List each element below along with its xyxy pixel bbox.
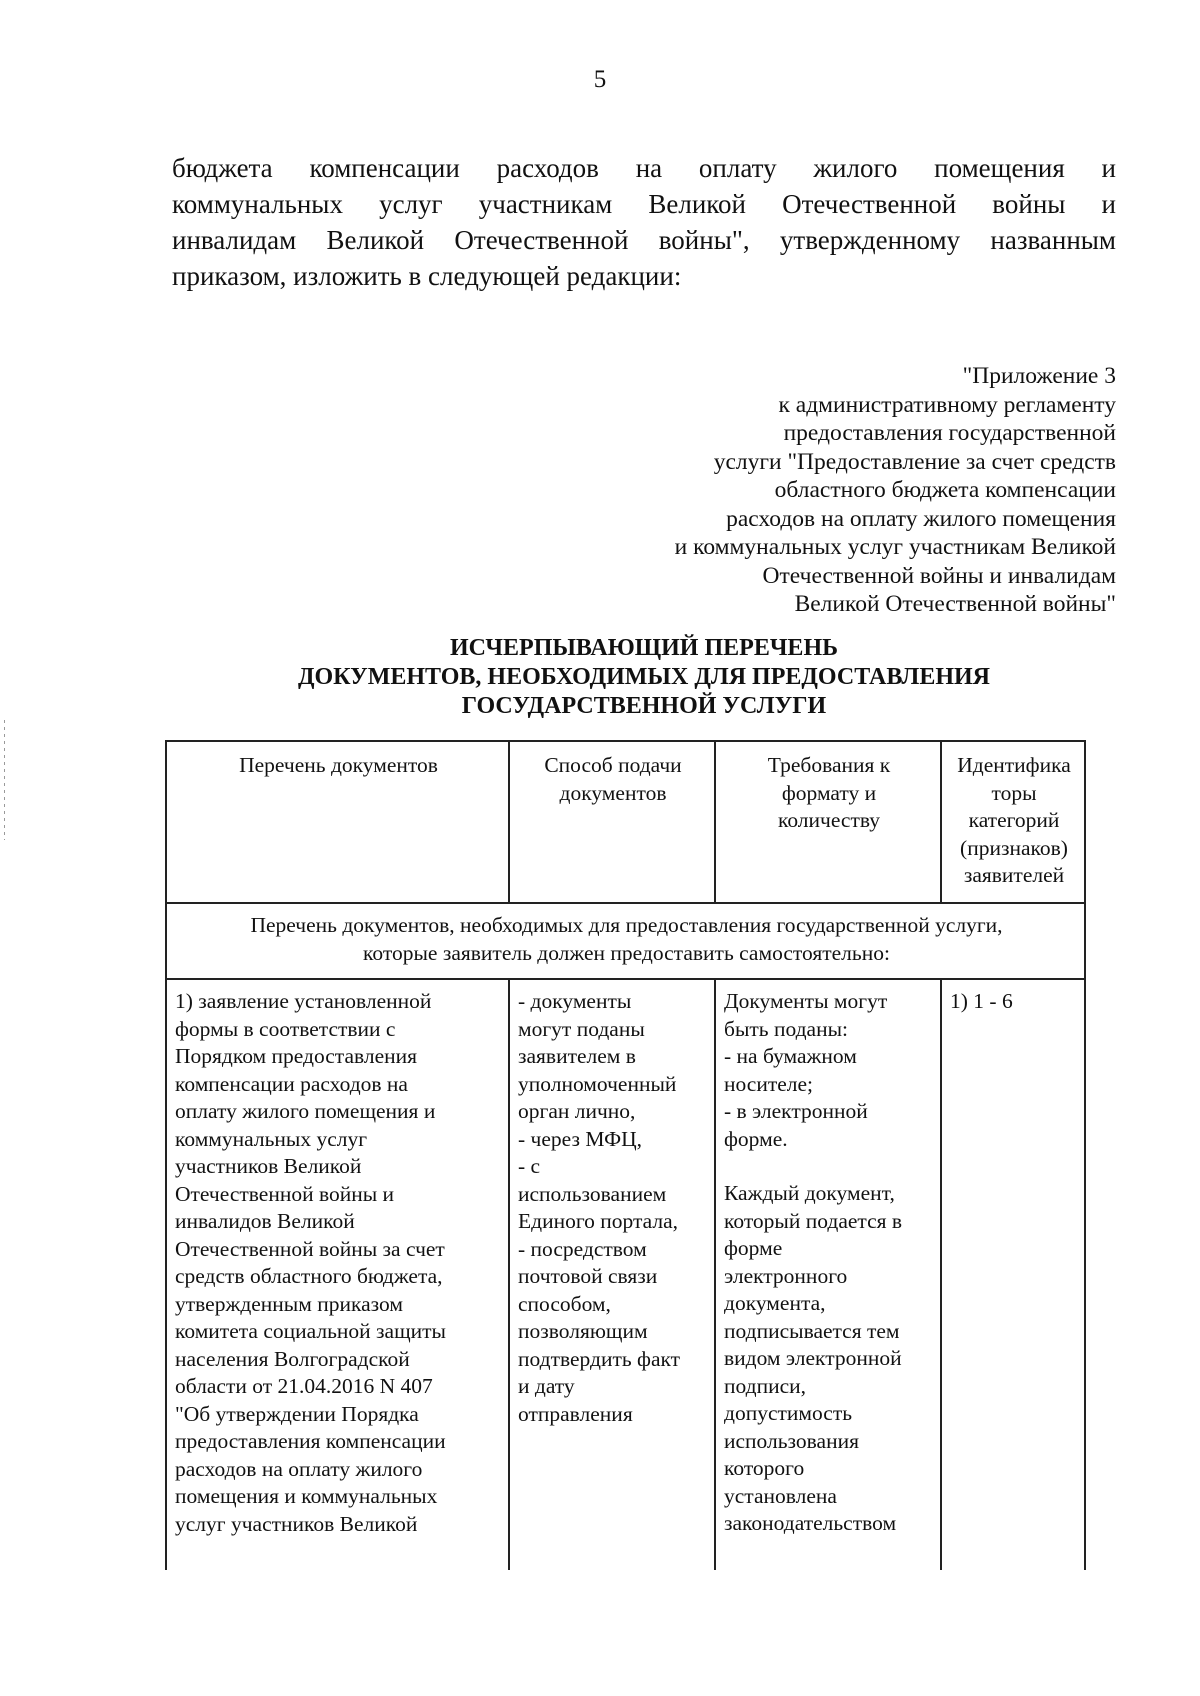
cell-line: населения Волгоградской bbox=[175, 1346, 410, 1371]
section-cell bbox=[166, 903, 1085, 979]
scan-artifact bbox=[4, 720, 5, 840]
header-cell-identifiers bbox=[941, 741, 1085, 903]
documents-table bbox=[165, 740, 1086, 1570]
table-row bbox=[166, 979, 1085, 1570]
intro-line: бюджета компенсации расходов на оплату жилого помещения и bbox=[172, 153, 1116, 183]
cell-line: инвалидов Великой bbox=[175, 1209, 355, 1233]
cell-line: помещения и коммунальных bbox=[175, 1484, 438, 1508]
cell-line: Отечественной войны и bbox=[175, 1181, 395, 1206]
cell-line: подписи, bbox=[724, 1373, 807, 1398]
header-line: Способ подачи bbox=[544, 753, 682, 777]
appendix-line: Отечественной войны и инвалидам bbox=[762, 562, 1116, 589]
cell-line: комитета социальной защиты bbox=[175, 1319, 446, 1343]
cell-line: - с bbox=[518, 1154, 541, 1178]
cell-document-name bbox=[166, 979, 509, 1570]
header-line: заявителей bbox=[963, 863, 1065, 887]
heading-line: ГОСУДАРСТВЕННОЙ УСЛУГИ bbox=[461, 693, 827, 719]
header-line: Идентифика bbox=[957, 753, 1071, 777]
cell-line: использованием bbox=[518, 1181, 667, 1206]
header-line: торы bbox=[991, 780, 1037, 805]
cell-line: - на бумажном bbox=[724, 1044, 857, 1068]
cell-line: - посредством bbox=[518, 1236, 647, 1261]
section-line: Перечень документов, необходимых для предоставления государственной услуги, bbox=[250, 913, 1003, 937]
cell-line: формы в соответствии с bbox=[175, 1016, 396, 1041]
cell-line: позволяющим bbox=[518, 1319, 648, 1343]
header-line: формату и bbox=[781, 780, 877, 805]
cell-applicant-identifiers bbox=[941, 979, 1085, 1570]
appendix-line: услуги "Предоставление за счет средств bbox=[713, 448, 1116, 475]
cell-submission-method bbox=[509, 979, 715, 1570]
cell-line: могут поданы bbox=[518, 1016, 645, 1041]
cell-line: видом электронной bbox=[724, 1346, 902, 1370]
cell-line: документа, bbox=[724, 1291, 826, 1315]
appendix-line: и коммунальных услуг участникам Великой bbox=[674, 534, 1116, 560]
cell-line: оплату жилого помещения и bbox=[175, 1099, 436, 1123]
cell-line: услуг участников Великой bbox=[175, 1511, 418, 1536]
appendix-line: Великой Отечественной войны" bbox=[794, 591, 1116, 617]
cell-line: законодательством bbox=[724, 1511, 897, 1535]
cell-line: форме bbox=[724, 1236, 783, 1260]
header-line: категорий bbox=[968, 808, 1060, 832]
table-header-row bbox=[166, 741, 1085, 903]
document-heading bbox=[172, 634, 1116, 721]
page-number: 5 bbox=[593, 66, 607, 93]
cell-line: носителе; bbox=[724, 1071, 814, 1096]
cell-line: допустимость bbox=[724, 1401, 853, 1425]
cell-line: Документы могут bbox=[724, 989, 888, 1013]
cell-line: способом, bbox=[518, 1291, 611, 1316]
cell-line: участников Великой bbox=[175, 1154, 362, 1178]
cell-line: установлена bbox=[724, 1483, 837, 1508]
cell-line: 1) заявление установленной bbox=[175, 989, 432, 1013]
cell-line: - через МФЦ, bbox=[518, 1126, 643, 1151]
cell-line: Порядком предоставления bbox=[175, 1044, 418, 1068]
header-cell-requirements bbox=[715, 741, 941, 903]
cell-line: которого bbox=[724, 1456, 805, 1480]
appendix-line: областного бюджета компенсации bbox=[774, 477, 1116, 503]
heading-line: ИСЧЕРПЫВАЮЩИЙ ПЕРЕЧЕНЬ bbox=[450, 635, 838, 661]
cell-line: подтвердить факт bbox=[518, 1346, 681, 1371]
cell-line: уполномоченный bbox=[518, 1071, 677, 1096]
cell-line: Отечественной войны за счет bbox=[175, 1236, 445, 1261]
cell-line: средств областного бюджета, bbox=[175, 1264, 443, 1288]
paragraph-gap bbox=[724, 1153, 934, 1180]
cell-line: Единого портала, bbox=[518, 1209, 679, 1233]
header-line: документов bbox=[559, 780, 667, 805]
cell-line: заявителем в bbox=[518, 1044, 636, 1068]
cell-line: утвержденным приказом bbox=[175, 1291, 403, 1316]
appendix-reference bbox=[556, 362, 1116, 619]
appendix-line: к административному регламенту bbox=[778, 391, 1116, 418]
cell-line: который подается в bbox=[724, 1208, 903, 1233]
cell-line: 1) 1 - 6 bbox=[950, 989, 1013, 1013]
header-line: Перечень документов bbox=[239, 753, 438, 777]
cell-line: орган лично, bbox=[518, 1099, 636, 1123]
cell-line: коммунальных услуг bbox=[175, 1126, 368, 1151]
cell-line: и дату bbox=[518, 1374, 575, 1398]
cell-line: "Об утверждении Порядка bbox=[175, 1401, 419, 1426]
table-section-row bbox=[166, 903, 1085, 979]
appendix-line: предоставления государственной bbox=[783, 420, 1116, 446]
cell-format-requirements bbox=[715, 979, 941, 1570]
appendix-line: "Приложение 3 bbox=[962, 363, 1116, 389]
cell-line: расходов на оплату жилого bbox=[175, 1456, 423, 1481]
intro-line: приказом, изложить в следующей редакции: bbox=[172, 261, 682, 291]
section-line: которые заявитель должен предоставить самостоятельно: bbox=[363, 940, 890, 965]
cell-line: - документы bbox=[518, 989, 632, 1013]
cell-line: электронного bbox=[724, 1263, 848, 1288]
cell-line: форме. bbox=[724, 1126, 788, 1151]
cell-line: быть поданы: bbox=[724, 1016, 849, 1041]
intro-paragraph bbox=[172, 150, 1116, 294]
header-line: (признаков) bbox=[960, 835, 1068, 860]
header-cell-method bbox=[509, 741, 715, 903]
cell-line: предоставления компенсации bbox=[175, 1429, 446, 1453]
cell-line: области от 21.04.2016 N 407 bbox=[175, 1374, 433, 1398]
cell-line: компенсации расходов на bbox=[175, 1071, 408, 1096]
cell-line: - в электронной bbox=[724, 1099, 868, 1123]
heading-line: ДОКУМЕНТОВ, НЕОБХОДИМЫХ ДЛЯ ПРЕДОСТАВЛЕНИЯ bbox=[297, 664, 990, 690]
header-cell-documents bbox=[166, 741, 509, 903]
cell-line: почтовой связи bbox=[518, 1264, 658, 1288]
cell-line: подписывается тем bbox=[724, 1318, 900, 1343]
cell-line: отправления bbox=[518, 1401, 633, 1426]
header-line: количеству bbox=[777, 808, 881, 832]
intro-line: коммунальных услуг участникам Великой Отечественной войны и bbox=[172, 189, 1116, 219]
header-line: Требования к bbox=[767, 753, 891, 777]
intro-line: инвалидам Великой Отечественной войны", утвержденному названным bbox=[172, 225, 1116, 255]
cell-line: Каждый документ, bbox=[724, 1181, 895, 1205]
appendix-line: расходов на оплату жилого помещения bbox=[726, 505, 1116, 532]
cell-line: использования bbox=[724, 1428, 859, 1453]
